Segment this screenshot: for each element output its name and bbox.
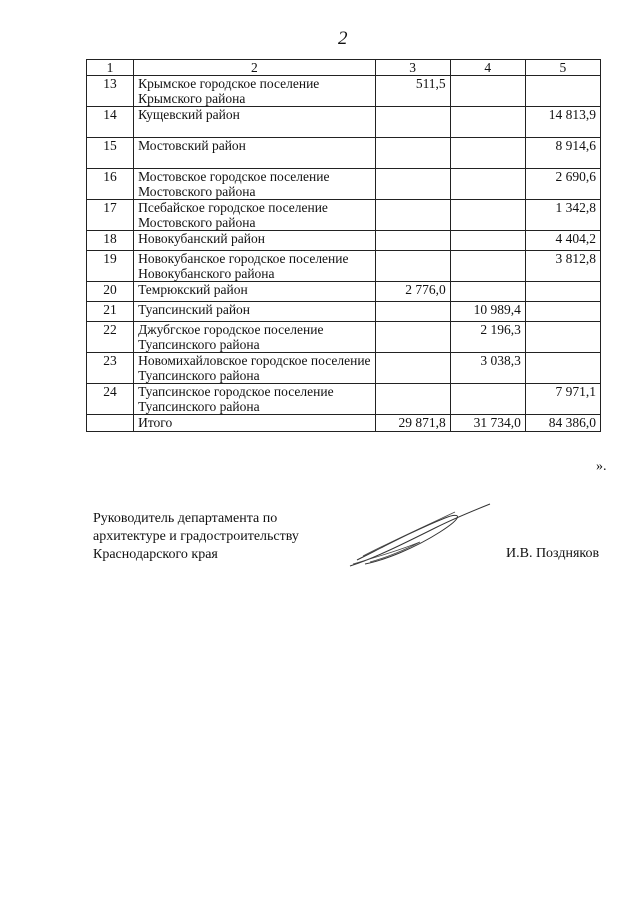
total-column-3-cell: 29 871,8: [375, 415, 450, 432]
column-4-value-cell: 3 038,3: [450, 353, 525, 384]
row-number-cell: 24: [87, 384, 134, 415]
district-name-cell: Кущевский район: [134, 107, 375, 138]
table-header-row: [87, 60, 601, 76]
table-row: [87, 169, 601, 200]
district-name-cell: Мостовское городское поселение Мостовского района: [134, 169, 375, 200]
district-name-cell: Крымское городское поселение Крымского района: [134, 76, 375, 107]
total-column-4-cell: 31 734,0: [450, 415, 525, 432]
column-5-value-cell: [525, 76, 600, 107]
table-row: [87, 76, 601, 107]
column-4-value-cell: [450, 107, 525, 138]
row-number-cell: 17: [87, 200, 134, 231]
column-3-value-cell: [375, 353, 450, 384]
column-4-value-cell: [450, 384, 525, 415]
column-5-value-cell: 1 342,8: [525, 200, 600, 231]
district-name-cell: Псебайское городское поселение Мостовского района: [134, 200, 375, 231]
column-5-value-cell: 3 812,8: [525, 251, 600, 282]
row-number-cell: 22: [87, 322, 134, 353]
closing-quote: ».: [596, 459, 607, 474]
district-name-cell: Мостовский район: [134, 138, 375, 169]
column-5-value-cell: 14 813,9: [525, 107, 600, 138]
column-5-value-cell: 7 971,1: [525, 384, 600, 415]
total-empty-cell: [87, 415, 134, 432]
signatory-title-line-2: архитектуре и градостроительству: [93, 529, 299, 544]
column-3-value-cell: [375, 322, 450, 353]
district-name-cell: Новокубанское городское поселение Новокубанского района: [134, 251, 375, 282]
table-row: [87, 231, 601, 251]
total-label-cell: Итого: [134, 415, 375, 432]
column-3-value-cell: 2 776,0: [375, 282, 450, 302]
column-5-value-cell: [525, 282, 600, 302]
table-row: [87, 322, 601, 353]
table-row: [87, 138, 601, 169]
page-number: 2: [338, 28, 348, 49]
row-number-cell: 20: [87, 282, 134, 302]
column-4-value-cell: 2 196,3: [450, 322, 525, 353]
column-5-value-cell: 8 914,6: [525, 138, 600, 169]
district-name-cell: Джубгское городское поселение Туапсинского района: [134, 322, 375, 353]
signer-name: И.В. Поздняков: [506, 546, 600, 561]
column-4-value-cell: [450, 251, 525, 282]
row-number-cell: 23: [87, 353, 134, 384]
table-row: [87, 200, 601, 231]
column-5-value-cell: 4 404,2: [525, 231, 600, 251]
table-row: [87, 384, 601, 415]
row-number-cell: 14: [87, 107, 134, 138]
column-4-value-cell: [450, 200, 525, 231]
column-5-value-cell: [525, 302, 600, 322]
column-3-value-cell: [375, 302, 450, 322]
district-name-cell: Темрюкский район: [134, 282, 375, 302]
column-3-value-cell: [375, 251, 450, 282]
column-5-value-cell: [525, 322, 600, 353]
column-4-value-cell: [450, 231, 525, 251]
column-3-value-cell: [375, 107, 450, 138]
district-name-cell: Туапсинское городское поселение Туапсинского района: [134, 384, 375, 415]
column-4-value-cell: [450, 282, 525, 302]
row-number-cell: 21: [87, 302, 134, 322]
table-row: [87, 353, 601, 384]
column-4-value-cell: [450, 169, 525, 200]
header-cell-2: 2: [134, 60, 375, 76]
column-3-value-cell: [375, 384, 450, 415]
row-number-cell: 13: [87, 76, 134, 107]
allocation-table: [86, 59, 601, 432]
column-3-value-cell: [375, 231, 450, 251]
column-3-value-cell: [375, 138, 450, 169]
table-row: [87, 107, 601, 138]
total-column-5-cell: 84 386,0: [525, 415, 600, 432]
column-5-value-cell: 2 690,6: [525, 169, 600, 200]
column-4-value-cell: [450, 138, 525, 169]
signatory-title-line-3: Краснодарского края: [93, 547, 218, 562]
district-name-cell: Новомихайловское городское поселение Туапсинского района: [134, 353, 375, 384]
row-number-cell: 18: [87, 231, 134, 251]
column-3-value-cell: 511,5: [375, 76, 450, 107]
column-3-value-cell: [375, 200, 450, 231]
signature-block: [93, 510, 299, 564]
signatory-title-line-1: Руководитель департамента по: [93, 511, 278, 526]
table-row: [87, 251, 601, 282]
handwritten-signature: [345, 498, 495, 573]
column-4-value-cell: 10 989,4: [450, 302, 525, 322]
column-3-value-cell: [375, 169, 450, 200]
header-cell-1: 1: [87, 60, 134, 76]
table-row: [87, 302, 601, 322]
district-name-cell: Новокубанский район: [134, 231, 375, 251]
district-name-cell: Туапсинский район: [134, 302, 375, 322]
table-total-row: [87, 415, 601, 432]
table-row: [87, 282, 601, 302]
row-number-cell: 16: [87, 169, 134, 200]
column-5-value-cell: [525, 353, 600, 384]
row-number-cell: 15: [87, 138, 134, 169]
header-cell-4: 4: [450, 60, 525, 76]
header-cell-5: 5: [525, 60, 600, 76]
row-number-cell: 19: [87, 251, 134, 282]
header-cell-3: 3: [375, 60, 450, 76]
column-4-value-cell: [450, 76, 525, 107]
